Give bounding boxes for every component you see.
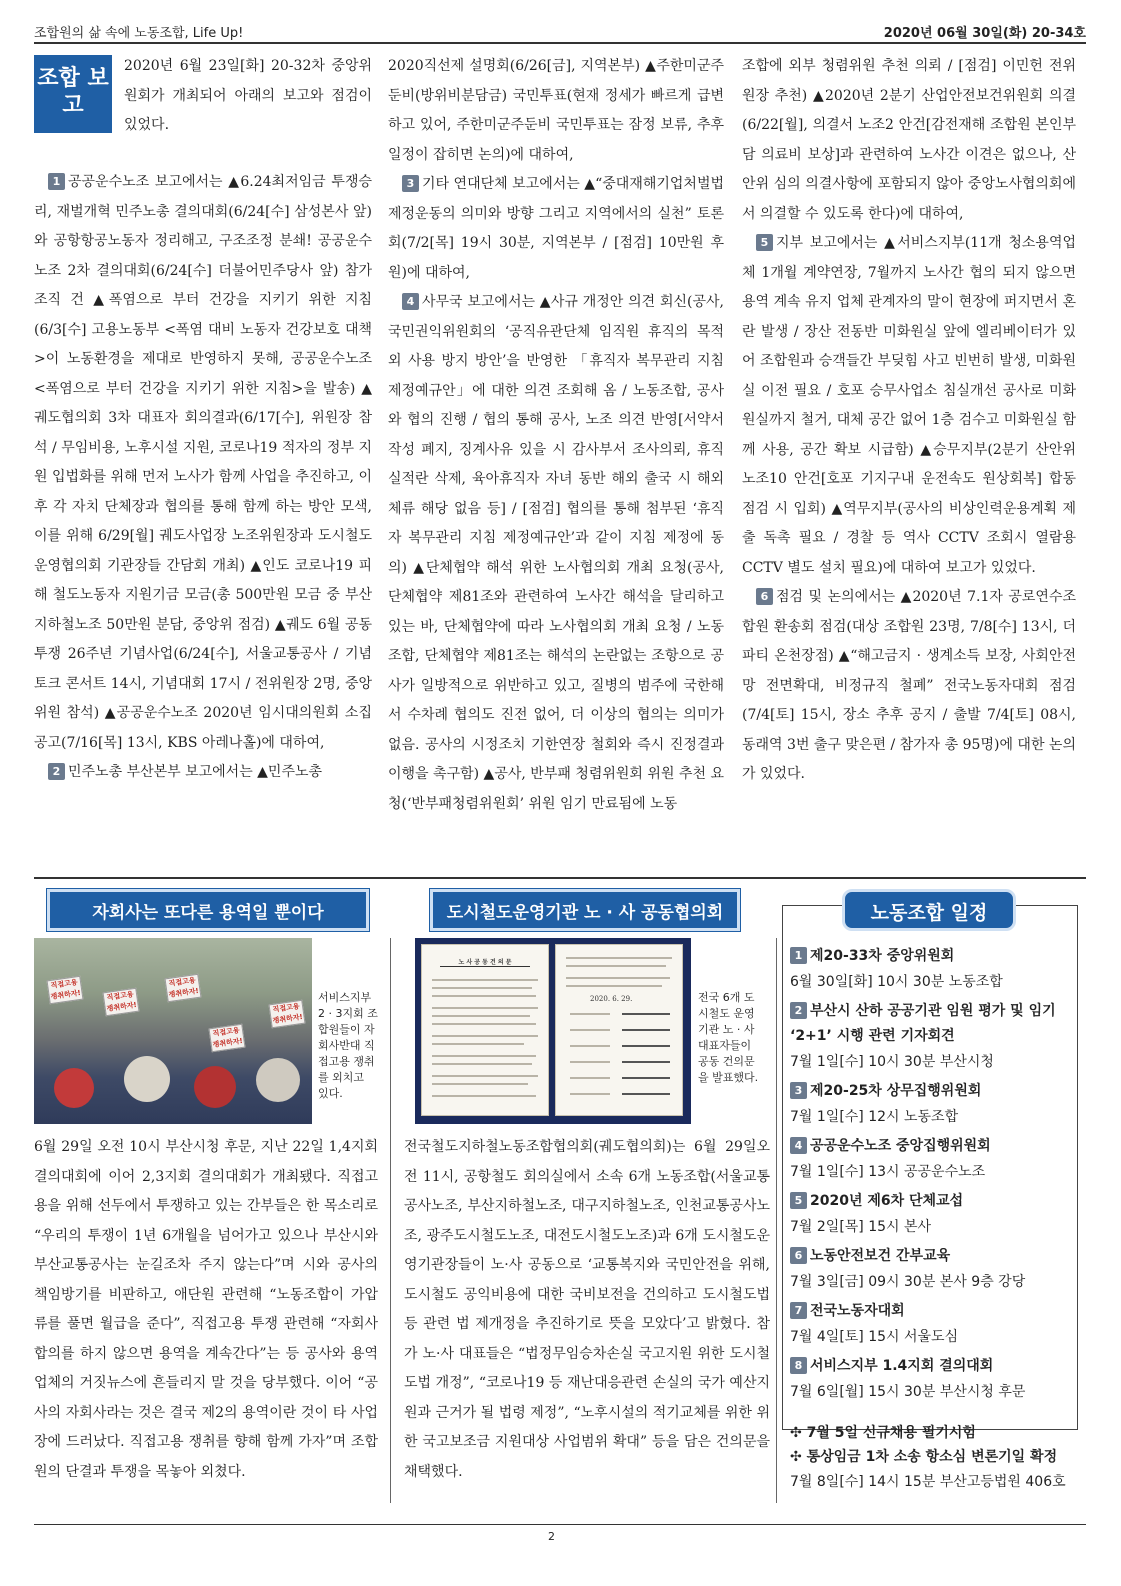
report-tag: 조합 보고: [34, 55, 112, 133]
text-line: [432, 1095, 536, 1097]
text-line: [570, 1045, 610, 1047]
page-number: 2: [548, 1530, 555, 1543]
photo-caption: 전국 6개 도시철도 운영기관 노 · 사 대표자들이 공동 건의문을 발표했다.: [698, 991, 759, 1084]
item-number-badge: 1: [48, 173, 65, 190]
schedule-item-detail: 7월 2일[목] 15시 본사: [790, 1219, 932, 1235]
text-line: [570, 1013, 610, 1015]
schedule-item-name: 공공운수노조 중앙집행위원회: [810, 1138, 991, 1154]
report-item-3: [388, 170, 724, 288]
text-line: [566, 957, 672, 959]
report-item-2: [34, 758, 372, 788]
schedule-item-name: 제20-33차 중앙위원회: [810, 948, 955, 964]
report-item-text: 2020직선제 설명회(6/26[금], 지역본부) ▲주한미군주둔비(방위비분담금) 국민투표(현재 정세가 빠르게 급변하고 있어, 주한미군주둔비 국민투표는 잠정 보류, 추후 일정이 잡히면 논의)에 대하여,: [388, 58, 724, 163]
schedule-item-name: 노동안전보건 간부교육: [810, 1248, 951, 1264]
item-number-badge: 1: [790, 947, 807, 964]
page-header: [34, 18, 1086, 44]
joint-statement-photo: [415, 938, 691, 1124]
text-line: [566, 965, 666, 967]
schedule-item-detail: 7월 1일[수] 10시 30분 부산시청: [790, 1054, 994, 1070]
text-line: [570, 1061, 610, 1063]
schedule-item: [790, 999, 1074, 1075]
text-line: [566, 977, 670, 979]
text-line: [432, 995, 536, 997]
report-item-4: [388, 288, 724, 819]
item-number-badge: 4: [790, 1137, 807, 1154]
protest-sign: 직접고용 쟁취하자!: [268, 1000, 305, 1028]
footer-rule: [34, 1524, 1086, 1525]
schedule-item-name: 제20-25차 상무집행위원회: [810, 1083, 982, 1099]
article-1-body: 6월 29일 오전 10시 부산시청 후문, 지난 22일 1,4지회 결의대회에 이어 2,3지회 결의대회가 개최됐다. 직접고용을 위해 선두에서 투쟁하고 있는 간부들은 한 목소리로 “우리의 투쟁이 1년 6개월을 넘어가고 있으나 부산시와 부산교통공사는 눈길조차 주지 않는다”며 시와 공사의 책임방기를 비판하고, 애단원 관련해 “노동조합이 가압류를 풀면 월급을 준다”, 직접고용 투쟁 관련해 “자회사 합의를 하지 않으면 용역을 계속간다”는 등 공사와 용역업체의 거짓뉴스에 흔들리지 말 것을 당부했다. 이어 “공사의 자회사라는 것은 결국 제2의 용역이란 것이 타 사업장에 드러났다. 직접고용 쟁취를 향해 함께 가자”며 조합원의 단결과 투쟁을 목놓아 외쳤다.: [34, 1139, 378, 1480]
text-line: [432, 1075, 538, 1077]
report-item-text: 지부 보고에서는 ▲서비스지부(11개 청소용역업체 1개월 계약연장, 7월까지 노사간 협의 되지 않으면 용역 계속 유지 업체 관계자의 말이 현장에 퍼지면서 혼란 발생 / 장산 전동반 미화원실 앞에 엘리베이터가 있어 조합원과 승객들간 부딪힘 사고 빈번히 발생, 미화원실 이전 필요 / 호포 승무사업소 침실개선 공사로 미화원실까지 철거, 대체 공간 없어 1층 검수고 미화원실 함께 사용, 공간 확보 시급함) ▲승무지부(2분기 산안위 노조10 안건[호포 기지구내 운전속도 원상회복] 합동 점검 시 입회) ▲역무지부(공사의 비상인력운용계획 제출 독촉 필요 / 경찰 등 역사 CCTV 조회시 열람용 CCTV 별도 설치 필요)에 대하여 보고가 있었다.: [742, 235, 1076, 576]
item-number-badge: 3: [402, 175, 419, 192]
item-number-badge: 6: [790, 1247, 807, 1264]
protest-sign: 직접고용 쟁취하자!: [46, 976, 83, 1004]
rally-photo: [34, 938, 312, 1124]
photo-caption: 서비스지부 2 · 3지회 조합원들이 자회사반대 직접고용 쟁취를 외치고 있다.: [318, 991, 378, 1100]
item-number-badge: 7: [790, 1302, 807, 1319]
text-line: [432, 1063, 532, 1065]
item-number-badge: 2: [790, 1002, 807, 1019]
item-number-badge: 5: [756, 234, 773, 251]
schedule-item: [790, 1354, 1074, 1405]
article-2-headline: 도시철도운영기관 노 · 사 공동협의회: [430, 889, 740, 931]
text-line: [432, 1015, 530, 1017]
text-line: [432, 1023, 536, 1025]
text-line: [432, 1007, 538, 1009]
article-1-headline: 자회사는 또다른 용역일 뿐이다: [47, 889, 369, 931]
report-item-text: 민주노총 부산본부 보고에서는 ▲민주노총: [68, 764, 323, 780]
header-issue-date: 2020년 06월 30일(화) 20-34호: [883, 26, 1086, 41]
text-line: [570, 1093, 610, 1095]
report-item-text: 점검 및 논의에서는 ▲2020년 7.1자 공로연수조합원 환송회 점검(대상 조합원 23명, 7/8[수] 13시, 더파티 온천장점) ▲“해고금지 · 생계소득 보장, 사회안전망 전면확대, 비정규직 철폐” 전국노동자대회 점검(7/4[토] 15시, 장소 추후 공지 / 출발 7/4[토] 08시, 동래역 3번 출구 맞은편 / 참가자 총 95명)에 대한 논의가 있었다.: [742, 589, 1076, 782]
report-column-3: [742, 52, 1076, 790]
article-2-body: 전국철도지하철노동조합협의회(궤도협의회)는 6월 29일오전 11시, 공항철도 회의실에서 소속 6개 노동조합(서울교통공사노조, 부산지하철노조, 대구지하철노조, 인천교통공사노조, 광주도시철도노조, 대전도시철도노조)과 6개 도시철도운영기관장들이 노·사 공동으로 ‘교통복지와 국민안전을 위해, 도시철도 공익비용에 대한 국비보전을 건의하고 도시철도법 등 관련 법 제개정을 추진하기로 뜻을 모았다’고 밝혔다. 참가 노·사 대표들은 “법정무임승차손실 국고지원 위한 도시철도법 개정”, “코로나19 등 재난대응관련 손실의 국가 예산지원과 근거가 될 법령 제정”, “노후시설의 적기교체를 위한 위한 국고보조금 지원대상 사업범위 확대” 등을 담은 건의문을 채택했다.: [404, 1139, 770, 1480]
signature-mark: [622, 1045, 670, 1047]
schedule-note: ✣ 7월 5일 신규채용 필기시험: [790, 1425, 976, 1441]
signature-mark: [622, 1093, 670, 1095]
text-line: [432, 1035, 538, 1037]
report-item-text: 기타 연대단체 보고에서는 ▲“중대재해기업처벌법제정운동의 의미와 방향 그리고 지역에서의 실천” 토론회(7/2[목] 19시 30분, 지역본부 / [점검] 10만원 후원)에 대하여,: [388, 176, 724, 281]
report-item-text: 조합에 외부 청렴위원 추천 의뢰 / [점검] 이민헌 전위원장 추천) ▲2020년 2분기 산업안전보건위원회 의결(6/22[월], 의결서 노조2 안건[감전재해 조합원 본인부담 의료비 보상]과 관련하여 노사간 이견은 없으나, 산안위 심의 의결사항에 포함되지 않아 중앙노사협의회에서 의결할 수 있도록 한다)에 대하여,: [742, 58, 1076, 222]
text-line: [432, 1055, 536, 1057]
protester-figure: [194, 1066, 236, 1108]
schedule-title: 노동조합 일정: [842, 889, 1016, 931]
report-item-text: 사무국 보고에서는 ▲사규 개정안 의견 회신(공사, 국민권익위원회의 ‘공직유관단체 임직원 휴직의 목적 외 사용 방지 방안’을 반영한 「휴직자 복무관리 지침 제정예규안」에 대한 의견 조회해 옴 / 노동조합, 공사와 협의 진행 / 협의 통해 공사, 노조 의견 반영[서약서 작성 폐지, 징계사유 있을 시 감사부서 조사의뢰, 휴직실적란 삭제, 육아휴직자 자녀 동반 해외 출국 시 해외체류 해당 없음 등] / [점검] 협의를 통해 첨부된 ‘휴직자 복무관리 지침 제정예규안’과 같이 지침 제정에 동의) ▲단체협약 해석 위한 노사협의회 개최 요청(공사, 단체협약 제81조와 관련하여 노사간 해석을 달리하고 있는 바, 단체협약에 따라 노사협의회 개최 요청 / 노동조합, 단체협약 제81조는 해석의 논란없는 조항으로 공사가 일방적으로 위반하고 있고, 질병의 범주에 국한해서 수차례 협의도 진전 없어, 더 이상의 협의는 의미가 없음. 공사의 시정조치 기한연장 철회와 즉시 진정결과 이행을 촉구함) ▲공사, 반부패 청렴위원회 위원 추천 요청(‘반부패청렴위원회’ 위원 임기 만료됨에 노동: [388, 294, 724, 812]
protester-figure: [54, 1068, 94, 1108]
statement-page-left: [421, 944, 549, 1116]
report-intro: 2020년 6월 23일[화] 20-32차 중앙위원회가 개최되어 아래의 보고와 점검이 있었다.: [124, 58, 372, 133]
text-line: [566, 985, 662, 987]
report-item-1: [34, 168, 372, 758]
schedule-item-detail: 6월 30일[화] 10시 30분 노동조합: [790, 974, 1003, 990]
report-item-text: 공공운수노조 보고에서는 ▲6.24최저임금 투쟁승리, 재벌개혁 민주노총 결의대회(6/24[수] 삼성본사 앞)와 공항항공노동자 정리해고, 구조조정 분쇄! 공공운수노조 2차 결의대회(6/24[수] 더불어민주당사 앞) 참가 조직 건 ▲폭염으로 부터 건강을 지키기 위한 지침(6/3[수] 고용노동부 <폭염 대비 노동자 건강보호 대책>이 노동환경을 제대로 반영하지 못해, 공공운수노조 <폭염으로 부터 건강을 지키기 위한 지침>을 발송) ▲궤도협의회 3차 대표자 회의결과(6/17[수], 위원장 참석 / 무임비용, 노후시설 지원, 코로나19 적자의 정부 지원 입법화를 위해 먼저 노사가 함께 사업을 추진하고, 이후 각 자치 단체장과 협의를 통해 함께 하는 방안 모색, 이를 위해 6/29[월] 궤도사업장 노조위원장과 도시철도운영협의회 기관장들 간담회 개최) ▲인도 코로나19 피해 철도노동자 지원기금 모금(총 500만원 모금 중 부산지하철노조 50만원 분담, 중앙위 점검) ▲궤도 6월 공동투쟁 26주년 기념사업(6/24[수], 서울교통공사 / 기념토크 콘서트 14시, 기념대회 17시 / 전위원장 2명, 중앙위원 참석) ▲공공운수노조 2020년 임시대의원회 소집 공고(7/16[목] 13시, KBS 아레나홀)에 대하여,: [34, 174, 372, 751]
protest-sign: 직접고용 쟁취하자!: [208, 1024, 245, 1052]
item-number-badge: 6: [756, 588, 773, 605]
report-column-1: [34, 168, 372, 788]
protester-figure: [256, 1058, 300, 1102]
section-divider: [34, 877, 1086, 879]
schedule-item-detail: 7월 3일[금] 09시 30분 본사 9층 강당: [790, 1274, 1026, 1290]
text-line: [432, 979, 538, 981]
protest-sign: 직접고용 쟁취하자!: [164, 974, 201, 1002]
schedule-item: [790, 1299, 1074, 1350]
schedule-item-name: 서비스지부 1.4지회 결의대회: [810, 1358, 994, 1374]
item-number-badge: 2: [48, 763, 65, 780]
statement-title: 노 사 공 동 건 의 문: [440, 957, 530, 967]
protester-figure: [124, 1056, 170, 1102]
signature-mark: [622, 1077, 670, 1079]
schedule-item: [790, 1244, 1074, 1295]
signature-mark: [622, 1013, 670, 1015]
schedule-item-detail: 7월 4일[토] 15시 서울도심: [790, 1329, 959, 1345]
schedule-note: ✣ 통상임금 1차 소송 항소심 변론기일 확정: [790, 1449, 1058, 1465]
text-line: [570, 1029, 610, 1031]
signature-mark: [622, 1061, 670, 1063]
report-item-5: [742, 229, 1076, 583]
schedule-item: [790, 1189, 1074, 1240]
signature-mark: [622, 1029, 670, 1031]
report-item-4-cont: [742, 52, 1076, 229]
text-line: [432, 987, 532, 989]
column-rule: [390, 938, 391, 1503]
report-column-2: [388, 52, 724, 819]
schedule-item-detail: 7월 1일[수] 13시 공공운수노조: [790, 1164, 986, 1180]
schedule-item: [790, 1079, 1074, 1130]
item-number-badge: 4: [402, 293, 419, 310]
statement-date: 2020. 6. 29.: [590, 995, 633, 1003]
text-line: [432, 1043, 524, 1045]
item-number-badge: 8: [790, 1357, 807, 1374]
item-number-badge: 5: [790, 1192, 807, 1209]
report-item-6: [742, 583, 1076, 790]
schedule-item: [790, 1134, 1074, 1185]
text-line: [570, 1077, 610, 1079]
statement-page-right: [555, 944, 683, 1116]
schedule-note-detail: 7월 8일[수] 14시 15분 부산고등법원 406호: [790, 1474, 1066, 1490]
schedule-item-name: 2020년 제6차 단체교섭: [810, 1193, 964, 1209]
header-slogan: 조합원의 삶 속에 노동조합, Life Up!: [34, 26, 244, 41]
schedule-list: [790, 944, 1074, 1495]
text-line: [432, 1083, 528, 1085]
report-item-2-cont: [388, 52, 724, 170]
protest-sign: 직접고용 쟁취하자!: [102, 988, 139, 1016]
schedule-item-detail: 7월 6일[월] 15시 30분 부산시청 후문: [790, 1384, 1026, 1400]
schedule-item-name: 부산시 산하 공공기관 임원 평가 및 임기 ‘2+1’ 시행 관련 기자회견: [790, 1003, 1056, 1044]
schedule-item-detail: 7월 1일[수] 12시 노동조합: [790, 1109, 959, 1125]
schedule-item: [790, 944, 1074, 995]
item-number-badge: 3: [790, 1082, 807, 1099]
column-rule: [776, 938, 777, 1503]
schedule-item-name: 전국노동자대회: [810, 1303, 905, 1319]
